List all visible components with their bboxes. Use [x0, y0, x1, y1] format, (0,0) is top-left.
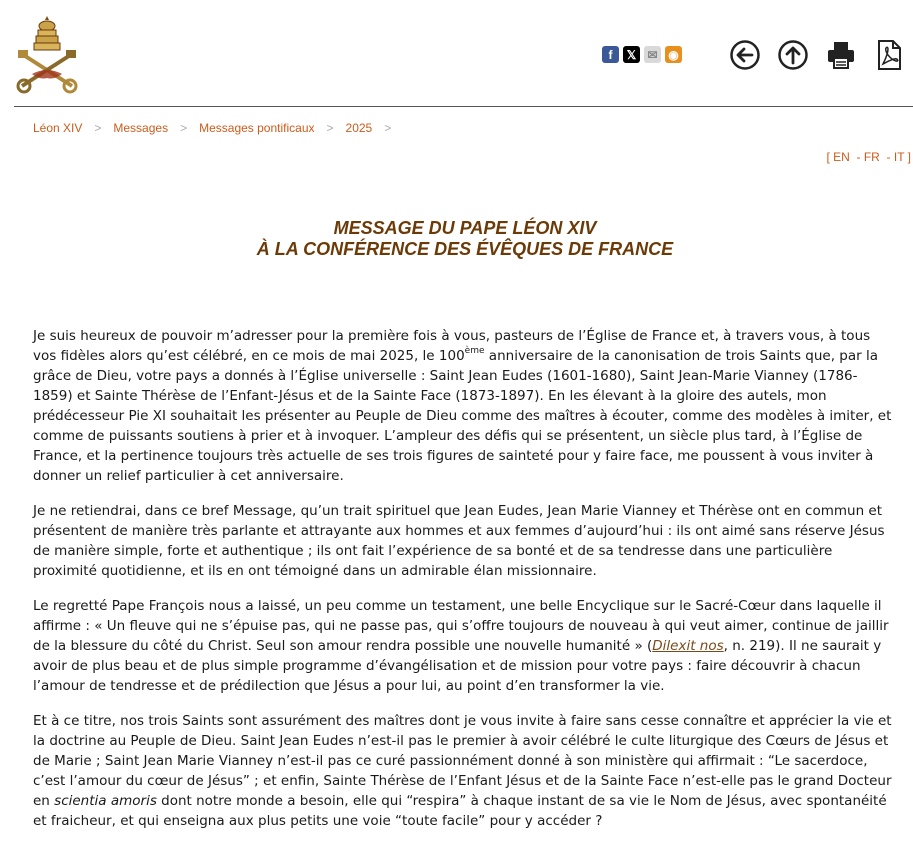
language-switcher — [826, 150, 911, 164]
breadcrumb-separator: > — [94, 121, 102, 135]
paragraph-4 — [33, 711, 893, 831]
breadcrumb-item-leon-xiv[interactable]: Léon XIV — [33, 121, 83, 135]
lang-it[interactable]: IT — [893, 150, 905, 164]
papal-emblem-logo[interactable] — [14, 14, 80, 96]
back-arrow-icon[interactable] — [729, 38, 761, 72]
paragraph-2: Je ne retiendrai, dans ce bref Message, qu’un trait spirituel que Jean Eudes, Jean Marie Vianney et Thérèse ont en commun et présentent de manière très parlante et attrayante aux hommes et aux femmes d’aujourd’hui : ils ont aimé sans réserve Jésus de manière simple, forte et authentique ; ils ont fait l’expérience de sa bonté et de sa tendresse dans une particulière proximité quotidienne, et ils en ont témoigné dans un admirable élan missionnaire. — [33, 503, 885, 579]
breadcrumb — [33, 121, 403, 135]
rss-icon[interactable]: ◉ — [665, 46, 682, 63]
paragraph-3-text-b: , n. 219). Il ne saurait y avoir de plus beau et de plus simple programme d’évangélisation et de mission pour votre pays : faire découvrir à chacun l’amour de tendresse et de prédilection que Jésus a pour lui, au point d’en transformer la vie. — [33, 638, 882, 694]
lang-bracket-open: [ — [826, 150, 830, 164]
x-twitter-icon[interactable]: 𝕏 — [623, 46, 640, 63]
email-icon[interactable]: ✉ — [644, 46, 661, 63]
papal-crossed-keys-emblem-icon — [14, 14, 80, 96]
print-icon[interactable] — [825, 38, 857, 72]
breadcrumb-separator: > — [384, 121, 392, 135]
paragraph-1-text-a: Je suis heureux de pouvoir m’adresser pour la première fois à vous, pasteurs de l’Église de France et, à travers vous, à tous vos fidèles alors qu’est célébré, en ce mois de mai 2025, le 100 — [33, 328, 871, 364]
paragraph-4-text-a: Et à ce titre, nos trois Saints sont assurément des maîtres dont je vous invite à faire sans cesse connaître et apprécier la vie et la doctrine au Peuple de Dieu. Saint Jean Eudes n’est-il pas le premier à avoir célébré le culte liturgique des Cœurs de Jésus et de Marie ; Saint Jean Marie Vianney n’est-il pas ce curé passionnément donné à son ministère qui affirmait : “Le sacerdoce, c’est l’amour du cœur de Jésus” ; et enfin, Sainte Thérèse de l’Enfant Jésus et de la Sainte Face n’est-elle pas le grand Docteur en — [33, 713, 892, 809]
scientia-amoris-italic: scientia amoris — [54, 793, 157, 809]
paragraph-4-text-b: dont notre monde a besoin, elle qui “respira” à chaque instant de sa vie le Nom de Jésus, avec spontanéité et fraicheur, et qui enseigna aux plus petits une voie “toute facile” pour y accéder ? — [33, 793, 887, 829]
facebook-icon[interactable]: f — [602, 46, 619, 63]
social-share-bar — [602, 46, 682, 63]
page-tools — [729, 38, 905, 72]
paragraph-1-text-b: anniversaire de la canonisation de trois Saints que, par la grâce de Dieu, votre pays a donnés à l’Église universelle : Saint Jean Eudes (1601-1680), Saint Jean-Marie Vianney (1786-1859) et Sainte Thérèse de l’Enfant-Jésus et de la Sainte Face (1873-1897). En les élevant à la gloire des autels, mon prédécesseur Pie XI souhaitait les présenter au Peuple de Dieu comme des maîtres à écouter, comme des modèles à imiter, et comme de puissants soutiens à prier et à invoquer. L’ampleur des défis qui se présentent, un siècle plus tard, à l’Église de France, et la pertinence toujours très actuelle de ses trois figures de sainteté pour y faire face, me poussent à vous inviter à donner un relief particulier à cet anniversaire. — [33, 348, 892, 484]
lang-fr[interactable]: FR — [863, 150, 880, 164]
breadcrumb-item-messages[interactable]: Messages — [113, 121, 169, 135]
up-arrow-icon[interactable] — [777, 38, 809, 72]
ordinal-superscript: ème — [464, 345, 485, 356]
lang-separator: - — [853, 150, 864, 164]
page-title — [0, 218, 913, 260]
title-line-2: À LA CONFÉRENCE DES ÉVÊQUES DE FRANCE — [256, 239, 674, 259]
header-divider — [14, 106, 913, 107]
breadcrumb-separator: > — [180, 121, 188, 135]
paragraph-3-text-a: Le regretté Pape François nous a laissé, un peu comme un testament, une belle Encyclique sur le Sacré-Cœur dans laquelle il affirme : « Un fleuve qui ne s’épuise pas, qui ne passe pas, qui s’offre toujours de nouveau à qui veut aimer, continue de jaillir de la blessure du côté du Christ. Seul son amour rendra possible une nouvelle humanité » ( — [33, 598, 889, 654]
lang-separator: - — [883, 150, 894, 164]
breadcrumb-item-2025[interactable]: 2025 — [345, 121, 373, 135]
dilexit-nos-link[interactable]: Dilexit nos — [652, 638, 724, 654]
breadcrumb-separator: > — [326, 121, 334, 135]
lang-en[interactable]: EN — [833, 150, 850, 164]
paragraph-1 — [33, 326, 893, 486]
lang-bracket-close: ] — [907, 150, 911, 164]
pdf-icon[interactable] — [873, 38, 905, 72]
message-body — [33, 326, 893, 846]
title-line-1: MESSAGE DU PAPE LÉON XIV — [333, 218, 597, 238]
paragraph-3 — [33, 596, 893, 696]
breadcrumb-item-messages-pontificaux[interactable]: Messages pontificaux — [199, 121, 315, 135]
